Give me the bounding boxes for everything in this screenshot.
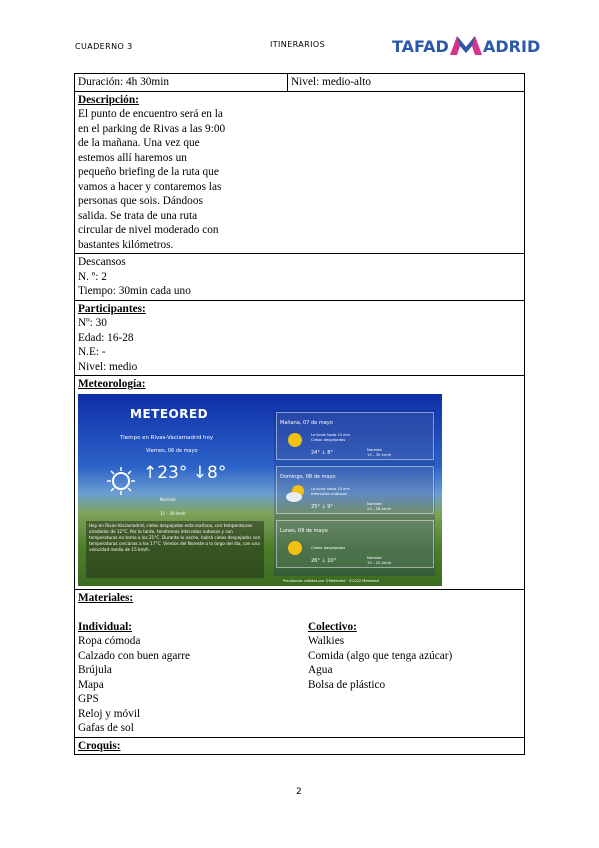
- sketch-cell: [75, 737, 525, 755]
- sun-icon: [285, 538, 305, 558]
- materials-cell: [75, 589, 525, 737]
- participants-count: Nº: 30: [78, 317, 107, 329]
- individual-item: Gafas de sol: [78, 722, 134, 734]
- level-text: Nivel: medio-alto: [291, 76, 371, 88]
- forecast-card-sub2: Cielos despejados: [311, 436, 346, 442]
- materials-individual-col: [75, 590, 302, 737]
- forecast-card: [276, 520, 434, 568]
- participants-level: Nivel: medio: [78, 360, 138, 373]
- forecast-card-wind-speed: 15 - 22 km/h: [367, 559, 392, 565]
- materials-label: Materiales:: [78, 591, 134, 604]
- weather-widget-image: [78, 394, 442, 586]
- duration-cell: [75, 74, 288, 92]
- individual-item: Ropa cómoda: [78, 635, 141, 647]
- sun-icon: [285, 430, 305, 450]
- breaks-count: N. º: 2: [78, 270, 107, 283]
- description-line: salida. Se trata de una ruta: [78, 209, 198, 222]
- forecast-card-title: Domingo, 08 de mayo: [280, 473, 336, 480]
- individual-item: Reloj y móvil: [78, 707, 141, 720]
- collective-label: Colectivo:: [308, 620, 357, 633]
- individual-label: Individual:: [78, 620, 133, 633]
- itinerary-table: [74, 73, 525, 755]
- logo-text-left: TAFAD: [392, 37, 449, 56]
- spacer: [78, 605, 299, 620]
- breaks-title: Descansos: [78, 256, 126, 268]
- weather-wind: [160, 493, 186, 522]
- forecast-card-title: Mañana, 07 de mayo: [280, 419, 333, 426]
- temp-max: ↑23°: [143, 462, 188, 483]
- description-text: [78, 107, 268, 252]
- header-center: ITINERARIOS: [270, 40, 326, 49]
- forecast-card-temp: 25° ↓ 9°: [311, 503, 333, 510]
- description-line: El punto de encuentro será en la: [78, 108, 223, 120]
- description-label: Descripción:: [78, 93, 139, 106]
- row-description: [75, 91, 525, 254]
- logo-text-right: ADRID: [483, 37, 541, 56]
- forecast-card-wind-speed: 24 - 28 km/h: [367, 505, 392, 511]
- forecast-card: [276, 412, 434, 460]
- spacer: [308, 605, 521, 620]
- forecast-card-temp: 24° ↓ 8°: [311, 449, 333, 456]
- description-line: pequeño briefing de la ruta que: [78, 166, 219, 178]
- individual-item: Brújula: [78, 664, 112, 676]
- sun-cloud-icon: [285, 484, 307, 504]
- description-line: bastantes kilómetros.: [78, 238, 174, 251]
- spacer: [308, 591, 521, 606]
- forecast-card-wind-speed: 15 - 30 km/h: [367, 451, 392, 457]
- page-header: [0, 0, 599, 70]
- forecast-card-temp: 26° ↓ 10°: [311, 557, 337, 564]
- collective-item: Agua: [308, 664, 333, 676]
- collective-item: Bolsa de plástico: [308, 678, 386, 691]
- weather-logo: METEORED: [130, 406, 209, 421]
- forecast-card-title: Lunes, 09 de mayo: [280, 527, 328, 534]
- description-line: personas que sois. Dándoos: [78, 195, 203, 207]
- description-cell: [75, 91, 525, 254]
- row-materials: [75, 589, 525, 737]
- materials-collective-col: [302, 590, 524, 737]
- individual-item: Calzado con buen agarre: [78, 649, 190, 662]
- level-cell: [288, 74, 525, 92]
- header-left: CUADERNO 3: [75, 42, 133, 51]
- forecast-card-sub1: La lluvia hasta 10 mm: [311, 432, 350, 437]
- forecast-card-wind: Noreste: [367, 446, 382, 452]
- description-line: estemos allí haremos un: [78, 151, 187, 164]
- row-weather: [75, 376, 525, 590]
- forecast-card-sub1: La lluvia hasta 10 mm: [311, 486, 350, 491]
- weather-cell: [75, 376, 525, 590]
- wind-direction: Noreste: [160, 496, 176, 502]
- materials-table: [75, 590, 524, 737]
- weather-footer: Previsiones cedidas por ©Meteored · ©2022 Meteored: [283, 578, 379, 583]
- forecast-card-wind: Noreste: [367, 500, 382, 506]
- description-line: en el parking de Rivas a las 9:00: [78, 122, 226, 135]
- breaks-time: Tiempo: 30min cada uno: [78, 285, 191, 297]
- forecast-card-sub2: Intervalos nubosos: [311, 490, 347, 496]
- weather-place: Tiempo en Rivas-Vaciamadrid hoy: [120, 434, 214, 441]
- description-line: vamos a hacer y contaremos las: [78, 180, 222, 193]
- participants-ne: N.E: -: [78, 346, 106, 358]
- individual-item: GPS: [78, 693, 99, 705]
- weather-label: Meteorología:: [78, 378, 146, 390]
- collective-item: Walkies: [308, 635, 345, 647]
- row-breaks: [75, 254, 525, 301]
- duration-text: Duración: 4h 30min: [78, 76, 169, 88]
- weather-date: Viernes, 06 de mayo: [146, 447, 198, 454]
- participants-cell: [75, 300, 525, 376]
- description-line: circular de nivel moderado con: [78, 224, 219, 236]
- sun-outline-icon: [106, 466, 136, 496]
- forecast-card: [276, 466, 434, 514]
- participants-age: Edad: 16-28: [78, 331, 134, 344]
- weather-temps: [143, 462, 227, 483]
- logo-m-icon: [449, 34, 483, 56]
- breaks-cell: [75, 254, 525, 301]
- collective-item: Comida (algo que tenga azúcar): [308, 649, 453, 662]
- sketch-label: Croquis:: [78, 739, 121, 752]
- temp-min: ↓8°: [192, 462, 227, 483]
- row-duration-level: [75, 74, 525, 92]
- forecast-card-wind: Noreste: [367, 554, 382, 560]
- description-line: de la mañana. Una vez que: [78, 137, 200, 149]
- row-sketch: [75, 737, 525, 755]
- row-participants: [75, 300, 525, 376]
- weather-forecast-text: Hoy en Rivas-Vaciamadrid, cielos despejados esta mañana, con temperaturas alrededor de 12°C. Por la tarde, tendremos intervalos nubosos y con temperaturas en torno a los 21°C. Durante la noche, habrá cielos despejados con temperaturas cercanas a los 17°C. Vientos del Noreste a lo largo del día, con una velocidad media de 15 km/h.: [86, 521, 264, 578]
- forecast-card-sub2: Cielos despejados: [311, 544, 346, 550]
- participants-label: Participantes:: [78, 302, 146, 315]
- individual-item: Mapa: [78, 678, 104, 691]
- wind-speed: 15 - 30 km/h: [160, 511, 186, 516]
- page-number: 2: [296, 787, 302, 797]
